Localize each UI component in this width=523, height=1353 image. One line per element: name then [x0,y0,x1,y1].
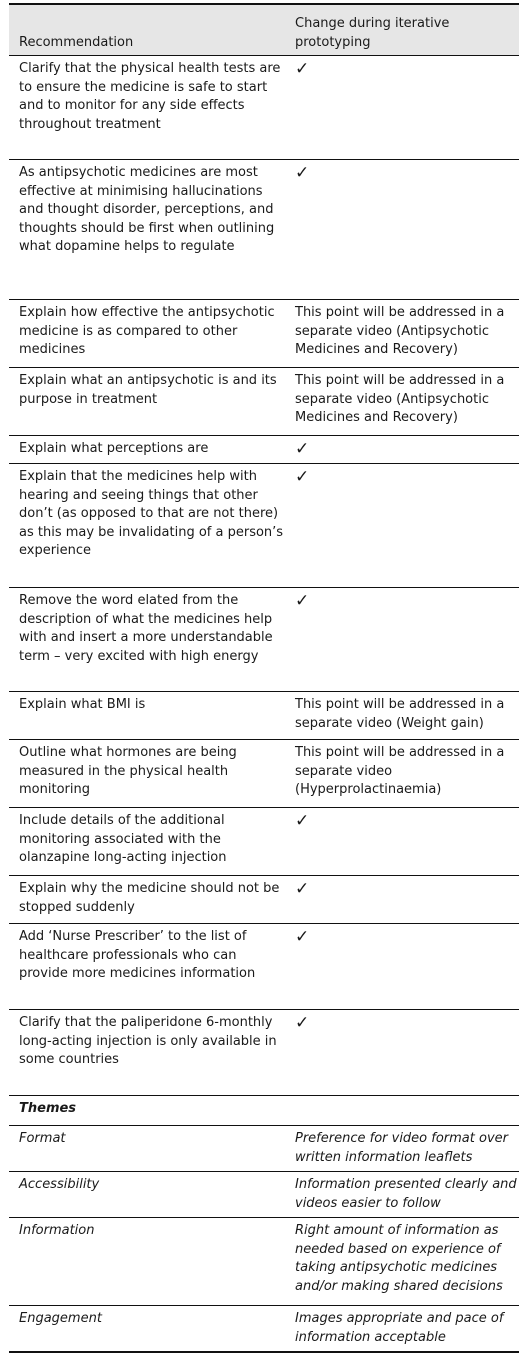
header-change: Change during iterative prototyping [285,4,519,56]
table-row [9,436,519,464]
table-row [9,808,519,876]
change-cell: ✓ [285,436,519,464]
recommendation-cell: Explain what perceptions are [9,436,285,464]
change-cell: ✓ [285,160,519,300]
table-row [9,56,519,160]
theme-finding: Right amount of information as needed based on experience of taking antipsychotic medicines and/or making shared decisions [285,1218,519,1306]
theme-name: Information [9,1218,285,1306]
table-row [9,464,519,588]
table-row [9,876,519,924]
theme-finding: Images appropriate and pace of information acceptable [285,1306,519,1352]
recommendation-cell: Outline what hormones are being measured in the physical health monitoring [9,740,285,808]
theme-name: Format [9,1126,285,1172]
theme-row [9,1126,519,1172]
change-cell: ✓ [285,808,519,876]
theme-row [9,1172,519,1218]
change-cell: ✓ [285,56,519,160]
recommendation-cell: As antipsychotic medicines are most effective at minimising hallucinations and thought disorder, perceptions, and thoughts should be first when outlining what dopamine helps to regulate [9,160,285,300]
theme-finding: Preference for video format over written information leaflets [285,1126,519,1172]
change-cell: This point will be addressed in a separate video (Antipsychotic Medicines and Recovery) [285,300,519,368]
change-cell: This point will be addressed in a separate video (Weight gain) [285,692,519,740]
change-cell: ✓ [285,1010,519,1096]
table-row [9,924,519,1010]
table-row [9,692,519,740]
recommendation-cell: Remove the word elated from the description of what the medicines help with and insert a more understandable term – very excited with high energy [9,588,285,692]
recommendation-cell: Explain how effective the antipsychotic medicine is as compared to other medicines [9,300,285,368]
recommendation-cell: Add ‘Nurse Prescriber’ to the list of healthcare professionals who can provide more medicines information [9,924,285,1010]
table-row [9,740,519,808]
recommendation-cell: Explain what BMI is [9,692,285,740]
themes-heading-empty [285,1096,519,1126]
change-cell: ✓ [285,588,519,692]
recommendation-cell: Explain why the medicine should not be stopped suddenly [9,876,285,924]
recommendations-table [9,3,519,1353]
table-row [9,160,519,300]
recommendation-cell: Include details of the additional monitoring associated with the olanzapine long-acting injection [9,808,285,876]
table-header-row [9,4,519,56]
header-recommendation: Recommendation [9,4,285,56]
theme-name: Engagement [9,1306,285,1352]
themes-heading-row [9,1096,519,1126]
change-cell: ✓ [285,876,519,924]
change-cell: ✓ [285,924,519,1010]
theme-row [9,1306,519,1352]
table-row [9,1010,519,1096]
change-cell: ✓ [285,464,519,588]
theme-name: Accessibility [9,1172,285,1218]
change-cell: This point will be addressed in a separate video (Hyperprolactinaemia) [285,740,519,808]
recommendation-cell: Explain that the medicines help with hearing and seeing things that other don’t (as opposed to that are not there) as this may be invalidating of a person’s experience [9,464,285,588]
recommendation-cell: Clarify that the paliperidone 6-monthly long-acting injection is only available in some countries [9,1010,285,1096]
table-row [9,300,519,368]
table-row [9,368,519,436]
theme-finding: Information presented clearly and videos easier to follow [285,1172,519,1218]
recommendation-cell: Clarify that the physical health tests are to ensure the medicine is safe to start and to monitor for any side effects throughout treatment [9,56,285,160]
table-row [9,588,519,692]
recommendation-cell: Explain what an antipsychotic is and its purpose in treatment [9,368,285,436]
theme-row [9,1218,519,1306]
change-cell: This point will be addressed in a separate video (Antipsychotic Medicines and Recovery) [285,368,519,436]
themes-heading: Themes [9,1096,285,1126]
